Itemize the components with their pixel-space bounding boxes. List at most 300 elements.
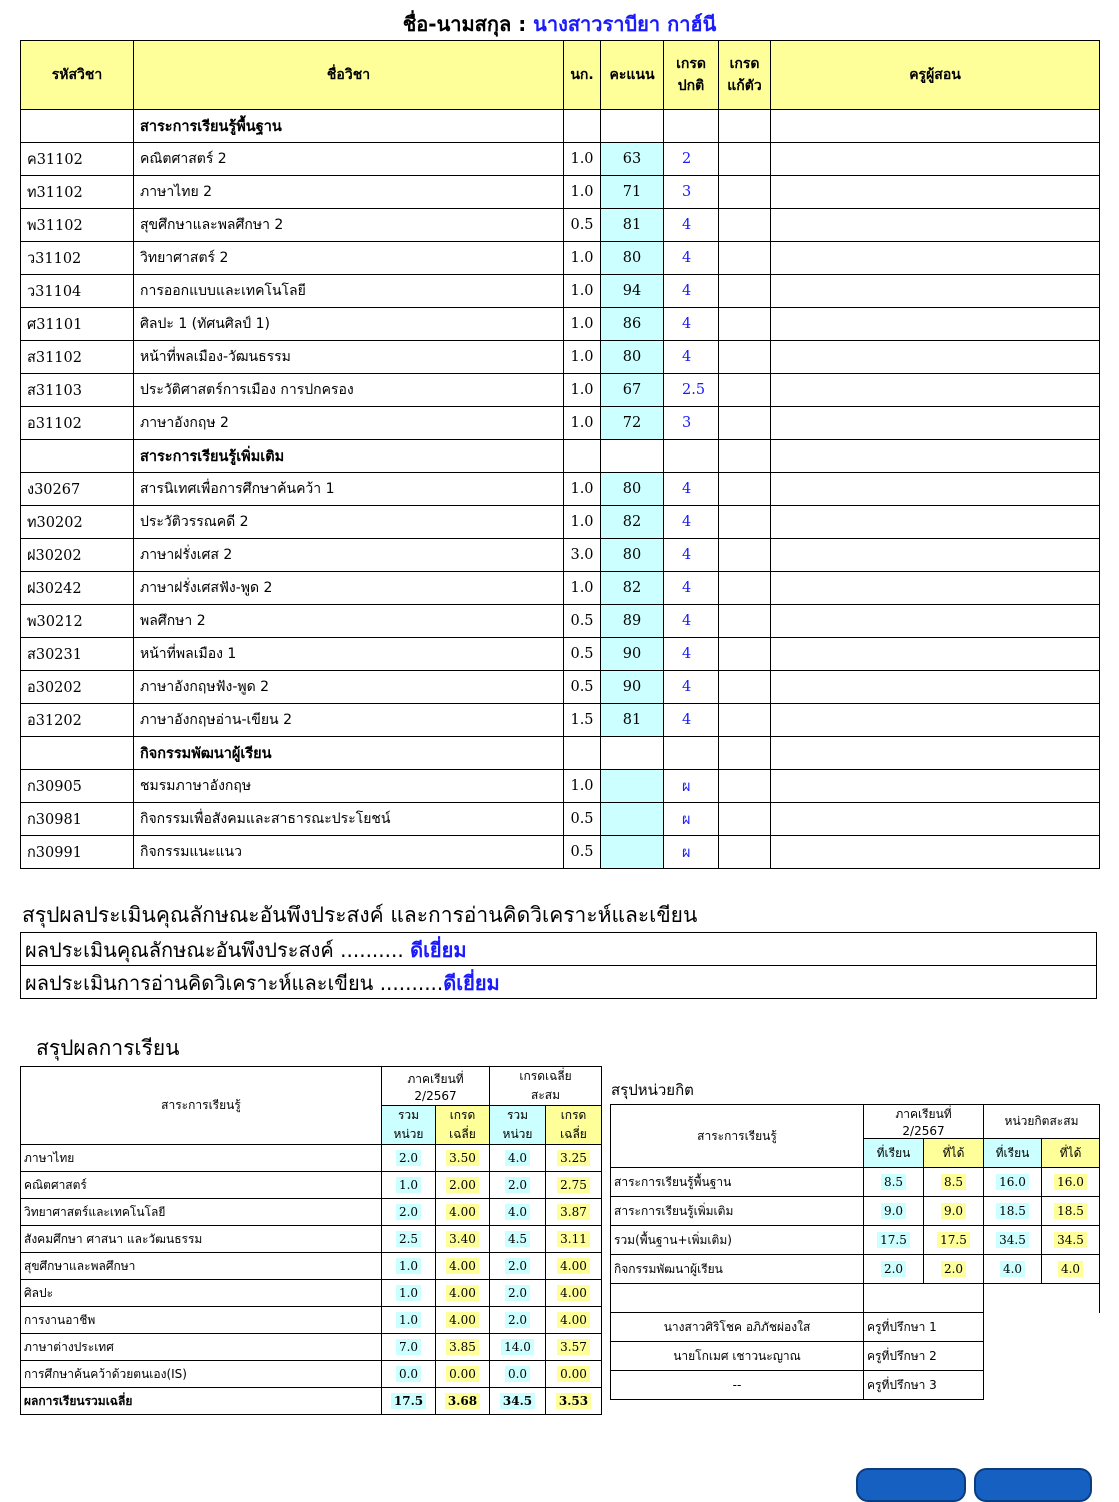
summary-cum-gpa-value: 4.00 [557, 1312, 590, 1328]
subject-credit: 1.0 [564, 572, 601, 605]
subject-code: อ31202 [21, 704, 134, 737]
subject-score: 80 [601, 242, 664, 275]
subject-row [21, 539, 1100, 572]
summary-cum-gpa [546, 1253, 602, 1280]
credits-term-studied-value: 8.5 [881, 1174, 906, 1190]
teacher-cell [771, 407, 1100, 440]
grade-fix-cell [719, 671, 771, 704]
credits-cum-studied [984, 1168, 1042, 1197]
credits-table [610, 1104, 1100, 1400]
summary-term-units [382, 1334, 436, 1361]
credit-cell [564, 440, 601, 473]
subject-row [21, 836, 1100, 869]
subject-name: ภาษาไทย 2 [134, 176, 564, 209]
summary-term-units-value: 2.5 [396, 1231, 421, 1247]
grade-fix-cell [719, 473, 771, 506]
summary-term-units [382, 1307, 436, 1334]
summary-term-gpa-value: 4.00 [446, 1258, 479, 1274]
summary-term-gpa-value: 3.68 [445, 1393, 480, 1409]
credits-cum-earned [1042, 1168, 1100, 1197]
summary-cum-gpa [546, 1361, 602, 1388]
group-name: กิจกรรมพัฒนาผู้เรียน [134, 737, 564, 770]
grade-fix-cell [719, 638, 771, 671]
credits-term-studied [864, 1197, 924, 1226]
group-row [21, 737, 1100, 770]
credits-term-studied [864, 1226, 924, 1255]
credits-cum-studied [984, 1226, 1042, 1255]
subject-name: ศิลปะ 1 (ทัศนศิลป์ 1) [134, 308, 564, 341]
spacer-cell [984, 1284, 1100, 1313]
credits-cum-earned-value: 18.5 [1054, 1203, 1087, 1219]
summary-term-gpa [436, 1172, 490, 1199]
credits-cum-studied [984, 1255, 1042, 1284]
teacher-cell [771, 572, 1100, 605]
teacher-cell [771, 110, 1100, 143]
credits-header-t-earned: ที่ได้ [924, 1139, 984, 1168]
evaluation-reading [20, 965, 1097, 999]
summary-header-t-units-1: รวม [397, 1108, 420, 1122]
summary-term-units [382, 1388, 436, 1415]
summary-area: ภาษาต่างประเทศ [21, 1334, 382, 1361]
summary-term-gpa-value: 4.00 [446, 1204, 479, 1220]
subject-score: 81 [601, 704, 664, 737]
subject-credit: 1.0 [564, 275, 601, 308]
advisor-name: -- [611, 1371, 864, 1400]
credits-cum-earned [1042, 1197, 1100, 1226]
subject-grade: 4 [664, 638, 719, 671]
subject-grade: 4 [664, 209, 719, 242]
credits-area: รวม(พื้นฐาน+เพิ่มเติม) [611, 1226, 864, 1255]
subject-code: ฝ30202 [21, 539, 134, 572]
advisor-role: ครูที่ปรึกษา 1 [864, 1313, 984, 1342]
header-grade-normal [664, 41, 719, 110]
summary-cum-units [490, 1253, 546, 1280]
subject-score: 82 [601, 572, 664, 605]
student-name-label: ชื่อ-นามสกุล : [402, 12, 527, 36]
summary-term-gpa-value: 3.40 [446, 1231, 479, 1247]
summary-term-gpa [436, 1361, 490, 1388]
summary-term-units-value: 0.0 [396, 1366, 421, 1382]
subject-grade: 4 [664, 605, 719, 638]
subject-name: ภาษาอังกฤษอ่าน-เขียน 2 [134, 704, 564, 737]
subject-row [21, 176, 1100, 209]
grade-fix-cell [719, 605, 771, 638]
subject-grade: 4 [664, 506, 719, 539]
summary-cum-gpa [546, 1280, 602, 1307]
subject-code: พ30212 [21, 605, 134, 638]
summary-term-units-value: 1.0 [396, 1312, 421, 1328]
credits-cum-studied-value: 4.0 [1000, 1261, 1025, 1277]
summary-cum-gpa-value: 3.53 [556, 1393, 591, 1409]
subject-code: ง30267 [21, 473, 134, 506]
subject-code: อ31102 [21, 407, 134, 440]
subject-code: พ31102 [21, 209, 134, 242]
credits-cum-earned-value: 34.5 [1054, 1232, 1087, 1248]
code-cell [21, 737, 134, 770]
header-grade-normal-2: ปกติ [677, 78, 705, 94]
summary-cum-units-value: 2.0 [505, 1177, 530, 1193]
summary-row [21, 1145, 602, 1172]
summary-cum-units [490, 1334, 546, 1361]
grade-fix-cell [719, 308, 771, 341]
summary-header-c-units [490, 1106, 546, 1145]
teacher-cell [771, 308, 1100, 341]
summary-area: ผลการเรียนรวมเฉลี่ย [21, 1388, 382, 1415]
advisor-empty [984, 1342, 1100, 1371]
subject-name: วิทยาศาสตร์ 2 [134, 242, 564, 275]
subject-code: ว31102 [21, 242, 134, 275]
subject-score: 71 [601, 176, 664, 209]
grades-header-row [21, 41, 1100, 110]
credits-cum-studied [984, 1197, 1042, 1226]
subject-row [21, 209, 1100, 242]
credit-cell [564, 110, 601, 143]
subject-score: 90 [601, 671, 664, 704]
summary-term-gpa [436, 1307, 490, 1334]
subject-name: สารนิเทศเพื่อการศึกษาค้นคว้า 1 [134, 473, 564, 506]
summary-title: สรุปผลการเรียน [36, 1036, 180, 1060]
summary-cum-units [490, 1172, 546, 1199]
credits-term-earned [924, 1168, 984, 1197]
subject-code: ท31102 [21, 176, 134, 209]
subject-code: อ30202 [21, 671, 134, 704]
subject-score [601, 836, 664, 869]
summary-term-units [382, 1280, 436, 1307]
summary-cum-gpa [546, 1226, 602, 1253]
summary-cum-units-value: 2.0 [505, 1285, 530, 1301]
summary-cum-units-value: 2.0 [505, 1258, 530, 1274]
teacher-cell [771, 836, 1100, 869]
subject-credit: 0.5 [564, 638, 601, 671]
grade-fix-cell [719, 407, 771, 440]
subject-row [21, 572, 1100, 605]
subject-name: หน้าที่พลเมือง 1 [134, 638, 564, 671]
subject-credit: 1.0 [564, 770, 601, 803]
subject-row [21, 275, 1100, 308]
summary-cum-gpa-value: 3.25 [557, 1150, 590, 1166]
credits-term-studied [864, 1255, 924, 1284]
summary-row [21, 1199, 602, 1226]
summary-header-t-gpa-2: เฉลี่ย [449, 1127, 476, 1141]
summary-area: การศึกษาค้นคว้าด้วยตนเอง(IS) [21, 1361, 382, 1388]
subject-credit: 0.5 [564, 836, 601, 869]
subject-credit: 0.5 [564, 803, 601, 836]
teacher-cell [771, 473, 1100, 506]
subject-grade: ผ [664, 770, 719, 803]
credits-header-c-earned: ที่ได้ [1042, 1139, 1100, 1168]
grade-fix-cell [719, 539, 771, 572]
subject-row [21, 605, 1100, 638]
credits-term-earned-value: 17.5 [937, 1232, 970, 1248]
header-subject: ชื่อวิชา [134, 41, 564, 110]
summary-cum-units [490, 1199, 546, 1226]
credits-cum-earned [1042, 1226, 1100, 1255]
action-button-1[interactable] [856, 1468, 966, 1502]
credits-spacer-row [611, 1284, 1100, 1313]
subject-score: 82 [601, 506, 664, 539]
teacher-cell [771, 605, 1100, 638]
summary-row [21, 1253, 602, 1280]
evaluation-title: สรุปผลประเมินคุณลักษณะอันพึงประสงค์ และการอ่านคิดวิเคราะห์และเขียน [22, 903, 698, 927]
evaluation-characteristics [20, 932, 1097, 966]
summary-cum-gpa [546, 1334, 602, 1361]
subject-score: 86 [601, 308, 664, 341]
grade-fix-cell [719, 803, 771, 836]
summary-term-gpa-value: 4.00 [446, 1285, 479, 1301]
summary-header-c-units-2: หน่วย [502, 1127, 533, 1141]
subject-credit: 1.0 [564, 176, 601, 209]
subject-row [21, 671, 1100, 704]
credits-term-earned-value: 8.5 [941, 1174, 966, 1190]
subject-score: 80 [601, 341, 664, 374]
grade-fix-cell [719, 374, 771, 407]
credits-term-studied-value: 2.0 [881, 1261, 906, 1277]
credits-header-area: สาระการเรียนรู้ [611, 1105, 864, 1168]
credits-header-c-studied: ที่เรียน [984, 1139, 1042, 1168]
subject-score: 67 [601, 374, 664, 407]
summary-cum-units-value: 4.0 [505, 1204, 530, 1220]
subject-grade: 4 [664, 308, 719, 341]
summary-term-gpa-value: 2.00 [446, 1177, 479, 1193]
teacher-cell [771, 539, 1100, 572]
summary-term-gpa [436, 1226, 490, 1253]
grade-fix-cell [719, 275, 771, 308]
summary-term-gpa-value: 3.50 [446, 1150, 479, 1166]
subject-name: ภาษาฝรั่งเศส 2 [134, 539, 564, 572]
header-grade-fix-2: แก้ตัว [727, 78, 762, 94]
summary-header-cum-2: สะสม [531, 1088, 561, 1102]
group-row [21, 440, 1100, 473]
teacher-cell [771, 143, 1100, 176]
summary-cum-gpa [546, 1199, 602, 1226]
spacer-cell [611, 1284, 864, 1313]
subject-credit: 1.0 [564, 473, 601, 506]
subject-code: ส31102 [21, 341, 134, 374]
subject-grade: 4 [664, 572, 719, 605]
grade-fix-cell [719, 143, 771, 176]
subject-row [21, 803, 1100, 836]
summary-row [21, 1361, 602, 1388]
student-name-line [0, 8, 1119, 40]
summary-cum-units-value: 4.5 [505, 1231, 530, 1247]
advisor-empty [984, 1313, 1100, 1342]
subject-grade: 4 [664, 539, 719, 572]
subject-name: กิจกรรมเพื่อสังคมและสาธารณะประโยชน์ [134, 803, 564, 836]
credits-term-earned [924, 1197, 984, 1226]
subject-code: ส30231 [21, 638, 134, 671]
summary-header-cum-1: เกรดเฉลี่ย [519, 1069, 572, 1083]
subject-credit: 1.0 [564, 341, 601, 374]
code-cell [21, 440, 134, 473]
subject-credit: 0.5 [564, 671, 601, 704]
summary-term-units [382, 1226, 436, 1253]
header-credit: นก. [564, 41, 601, 110]
summary-term-gpa [436, 1145, 490, 1172]
credits-term-earned-value: 2.0 [941, 1261, 966, 1277]
summary-cum-units-value: 2.0 [505, 1312, 530, 1328]
subject-score: 81 [601, 209, 664, 242]
summary-term-gpa [436, 1199, 490, 1226]
subject-name: ประวัติวรรณคดี 2 [134, 506, 564, 539]
summary-cum-gpa [546, 1172, 602, 1199]
summary-term-units [382, 1253, 436, 1280]
teacher-cell [771, 242, 1100, 275]
summary-row [21, 1226, 602, 1253]
credits-title: สรุปหน่วยกิต [611, 1081, 694, 1099]
summary-term-units-value: 17.5 [391, 1393, 426, 1409]
subject-credit: 0.5 [564, 605, 601, 638]
header-score: คะแนน [601, 41, 664, 110]
summary-area: สุขศึกษาและพลศึกษา [21, 1253, 382, 1280]
summary-total-row [21, 1388, 602, 1415]
subject-grade: 3 [664, 176, 719, 209]
summary-cum-units [490, 1361, 546, 1388]
summary-header-cum [490, 1067, 602, 1106]
summary-area: การงานอาชีพ [21, 1307, 382, 1334]
summary-term-units-value: 2.0 [396, 1204, 421, 1220]
summary-header-c-gpa-1: เกรด [560, 1108, 587, 1122]
subject-code: ก30905 [21, 770, 134, 803]
credits-term-studied-value: 9.0 [881, 1203, 906, 1219]
credits-header-term [864, 1105, 984, 1139]
grade-cell [664, 737, 719, 770]
summary-term-gpa-value: 0.00 [446, 1366, 479, 1382]
evaluation-characteristics-label: ผลประเมินคุณลักษณะอันพึงประสงค์ .......... [25, 938, 411, 962]
subject-name: ชมรมภาษาอังกฤษ [134, 770, 564, 803]
grade-fix-cell [719, 704, 771, 737]
score-cell [601, 440, 664, 473]
header-grade-fix [719, 41, 771, 110]
subject-grade: 4 [664, 671, 719, 704]
teacher-cell [771, 341, 1100, 374]
header-teacher: ครูผู้สอน [771, 41, 1100, 110]
summary-header-c-gpa [546, 1106, 602, 1145]
subject-score [601, 770, 664, 803]
summary-header-c-gpa-2: เฉลี่ย [560, 1127, 587, 1141]
subject-grade: ผ [664, 836, 719, 869]
summary-cum-gpa [546, 1145, 602, 1172]
summary-term-gpa-value: 4.00 [446, 1312, 479, 1328]
summary-term-units-value: 7.0 [396, 1339, 421, 1355]
credits-area: สาระการเรียนรู้พื้นฐาน [611, 1168, 864, 1197]
summary-header-term [382, 1067, 490, 1106]
subject-code: ว31104 [21, 275, 134, 308]
subject-grade: 4 [664, 242, 719, 275]
summary-header-t-gpa [436, 1106, 490, 1145]
subject-name: สุขศึกษาและพลศึกษา 2 [134, 209, 564, 242]
header-grade-fix-1: เกรด [729, 56, 760, 72]
grade-fix-cell [719, 176, 771, 209]
summary-term-units [382, 1145, 436, 1172]
teacher-cell [771, 671, 1100, 704]
summary-term-gpa [436, 1280, 490, 1307]
teacher-cell [771, 803, 1100, 836]
subject-row [21, 407, 1100, 440]
subject-code: ศ31101 [21, 308, 134, 341]
grade-cell [664, 110, 719, 143]
teacher-cell [771, 506, 1100, 539]
subject-grade: 3 [664, 407, 719, 440]
subject-name: กิจกรรมแนะแนว [134, 836, 564, 869]
subject-score: 72 [601, 407, 664, 440]
summary-row [21, 1334, 602, 1361]
credits-cum-studied-value: 16.0 [996, 1174, 1029, 1190]
summary-term-units [382, 1361, 436, 1388]
subject-row [21, 638, 1100, 671]
subject-score: 89 [601, 605, 664, 638]
summary-table [20, 1066, 602, 1415]
subject-row [21, 242, 1100, 275]
summary-cum-units [490, 1388, 546, 1415]
subject-name: หน้าที่พลเมือง-วัฒนธรรม [134, 341, 564, 374]
summary-area: ศิลปะ [21, 1280, 382, 1307]
subject-credit: 1.0 [564, 143, 601, 176]
subject-credit: 1.5 [564, 704, 601, 737]
summary-area: วิทยาศาสตร์และเทคโนโลยี [21, 1199, 382, 1226]
summary-term-units [382, 1199, 436, 1226]
credits-row [611, 1226, 1100, 1255]
teacher-cell [771, 737, 1100, 770]
summary-area: ภาษาไทย [21, 1145, 382, 1172]
summary-term-gpa [436, 1388, 490, 1415]
subject-name: พลศึกษา 2 [134, 605, 564, 638]
credits-row [611, 1168, 1100, 1197]
subject-name: คณิตศาสตร์ 2 [134, 143, 564, 176]
summary-cum-units-value: 4.0 [505, 1150, 530, 1166]
credits-area: กิจกรรมพัฒนาผู้เรียน [611, 1255, 864, 1284]
group-name: สาระการเรียนรู้เพิ่มเติม [134, 440, 564, 473]
summary-cum-gpa-value: 4.00 [557, 1285, 590, 1301]
subject-grade: 4 [664, 341, 719, 374]
summary-header-t-gpa-1: เกรด [449, 1108, 476, 1122]
grade-fix-cell [719, 506, 771, 539]
evaluation-reading-label: ผลประเมินการอ่านคิดวิเคราะห์และเขียน .......... [25, 971, 444, 995]
summary-cum-units-value: 34.5 [500, 1393, 535, 1409]
subject-row [21, 704, 1100, 737]
subject-score [601, 803, 664, 836]
evaluation-characteristics-value: ดีเยี่ยม [410, 938, 467, 962]
summary-term-units-value: 1.0 [396, 1258, 421, 1274]
subject-code: ฝ30242 [21, 572, 134, 605]
summary-header-area: สาระการเรียนรู้ [21, 1067, 382, 1145]
subject-name: ประวัติศาสตร์การเมือง การปกครอง [134, 374, 564, 407]
score-cell [601, 737, 664, 770]
summary-term-units [382, 1172, 436, 1199]
summary-term-units-value: 2.0 [396, 1150, 421, 1166]
grade-fix-cell [719, 110, 771, 143]
summary-cum-gpa-value: 0.00 [557, 1366, 590, 1382]
subject-row [21, 143, 1100, 176]
grade-cell [664, 440, 719, 473]
advisor-role: ครูที่ปรึกษา 2 [864, 1342, 984, 1371]
summary-area: สังคมศึกษา ศาสนา และวัฒนธรรม [21, 1226, 382, 1253]
summary-header-row-1 [21, 1067, 602, 1106]
teacher-cell [771, 209, 1100, 242]
grade-fix-cell [719, 242, 771, 275]
subject-row [21, 506, 1100, 539]
subject-credit: 1.0 [564, 308, 601, 341]
summary-header-t-units [382, 1106, 436, 1145]
credits-cum-studied-value: 18.5 [996, 1203, 1029, 1219]
teacher-cell [771, 704, 1100, 737]
teacher-cell [771, 770, 1100, 803]
summary-cum-units [490, 1307, 546, 1334]
credits-cum-earned-value: 4.0 [1058, 1261, 1083, 1277]
subject-score: 80 [601, 473, 664, 506]
summary-cum-units-value: 14.0 [501, 1339, 534, 1355]
action-button-2[interactable] [974, 1468, 1092, 1502]
teacher-cell [771, 638, 1100, 671]
